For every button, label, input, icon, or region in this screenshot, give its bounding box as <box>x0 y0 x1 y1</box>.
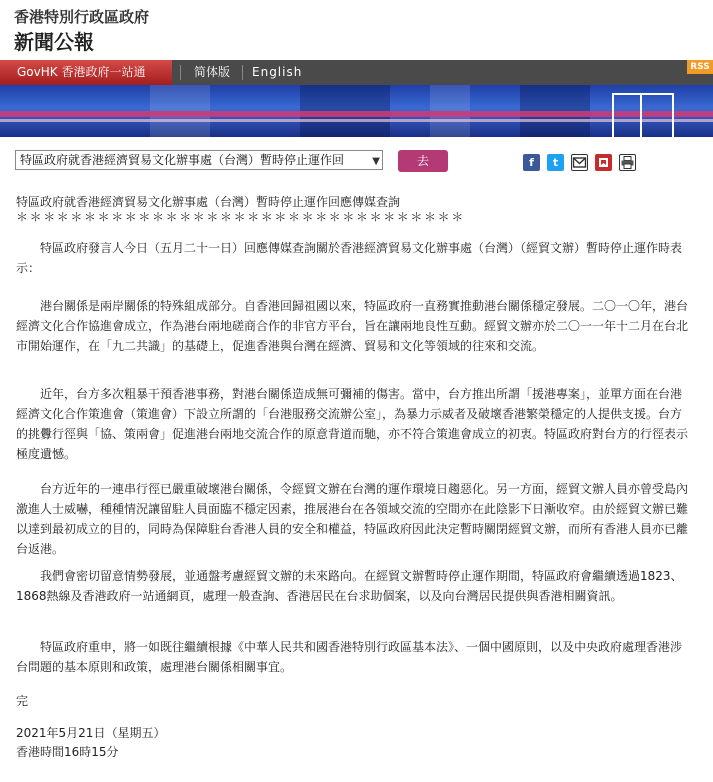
article-paragraph: 特區政府發言人今日（五月二十一日）回應傳媒查詢關於香港經濟貿易文化辦事處（台灣）（經貿文辦）暫時停止運作時表示： <box>16 241 683 275</box>
article-paragraph: 港台關係是兩岸關係的特殊組成部分。自香港回歸祖國以來，特區政府一直務實推動港台關係穩定發展。二〇一〇年，港台經濟文化合作協進會成立，作為港台兩地磋商合作的非官方平台，旨在讓兩地良性互動。經貿文辦亦於二〇一一年十二月在台北市開始運作，在「九二共識」的基礎上，促進香港與台灣在經濟、貿易和文化等領域的往來和交流。 <box>16 299 689 353</box>
article-title: 特區政府就香港經濟貿易文化辦事處（台灣）暫時停止運作回應傳媒查詢 <box>16 195 401 209</box>
release-time: 香港時間16時15分 <box>16 745 119 759</box>
header-banner <box>0 85 713 137</box>
release-date: 2021年5月21日（星期五） <box>16 726 166 740</box>
press-release-brand[interactable]: 新聞公報 <box>14 30 94 54</box>
twitter-icon[interactable]: t <box>547 154 564 171</box>
go-button[interactable]: 去 <box>398 150 448 172</box>
english-link[interactable]: English <box>252 65 303 79</box>
page-header <box>0 0 713 60</box>
govhk-link[interactable]: GovHK 香港政府一站通 <box>0 60 172 85</box>
email-icon[interactable] <box>571 154 588 171</box>
top-nav-bar <box>0 60 713 85</box>
bookmark-icon[interactable] <box>595 154 612 171</box>
title-separator: ＊＊＊＊＊＊＊＊＊＊＊＊＊＊＊＊＊＊＊＊＊＊＊＊＊＊＊＊＊＊＊＊＊ <box>16 210 465 224</box>
window-frame-graphic <box>612 93 674 137</box>
simplified-chinese-link[interactable]: 简体版 <box>194 65 231 79</box>
end-mark: 完 <box>16 694 29 708</box>
article-paragraph: 特區政府重申，將一如既往繼續根據《中華人民共和國香港特別行政區基本法》、一個中國原則，以及中央政府處理香港涉台問題的基本原則和政策，處理港台關係相關事宜。 <box>16 640 683 674</box>
rss-icon[interactable]: RSS <box>687 60 713 74</box>
chevron-down-icon: ▼ <box>372 156 380 167</box>
article-paragraph: 我們會密切留意情勢發展，並通盤考慮經貿文辦的未來路向。在經貿文辦暫時停止運作期間，特區政府會繼續透過1823、1868熱線及香港政府一站通網頁，處理一般查詢、香港居民在台求助個案，以及向台灣居民提供與香港相關資訊。 <box>16 569 683 603</box>
press-release-select[interactable]: 特區政府就香港經濟貿易文化辦事處（台灣）暫時停止運作回 ▼ <box>15 150 383 170</box>
print-icon[interactable] <box>619 154 636 171</box>
department-name: 香港特別行政區政府 <box>14 8 150 26</box>
article-paragraph: 台方近年的一連串行徑已嚴重破壞港台關係，令經貿文辦在台灣的運作環境日趨惡化。另一方面，經貿文辦人員亦曾受島內激進人士威嚇，種種情況讓留駐人員面臨不穩定因素，推展港台在各領域交流的空間亦在此陰影下日漸收窄。由於經貿文辦已難以達到最初成立的目的，同時為保障駐台香港人員的安全和權益，特區政府因此決定暫時關閉經貿文辦，而所有香港人員亦已離台返港。 <box>16 482 689 556</box>
article-paragraph: 近年，台方多次粗暴干預香港事務，對港台關係造成無可彌補的傷害。當中，台方推出所謂「援港專案」，並單方面在台港經濟文化合作策進會（策進會）下設立所謂的「台港服務交流辦公室」，為暴力示威者及破壞香港繁榮穩定的人提供支援。台方的挑釁行徑與「協、策兩會」促進港台兩地交流合作的原意背道而馳，亦不符合策進會成立的初衷。特區政府對台方的行徑表示極度遺憾。 <box>16 387 689 461</box>
nav-divider <box>242 65 243 80</box>
nav-divider <box>180 65 181 80</box>
facebook-icon[interactable]: f <box>523 154 540 171</box>
